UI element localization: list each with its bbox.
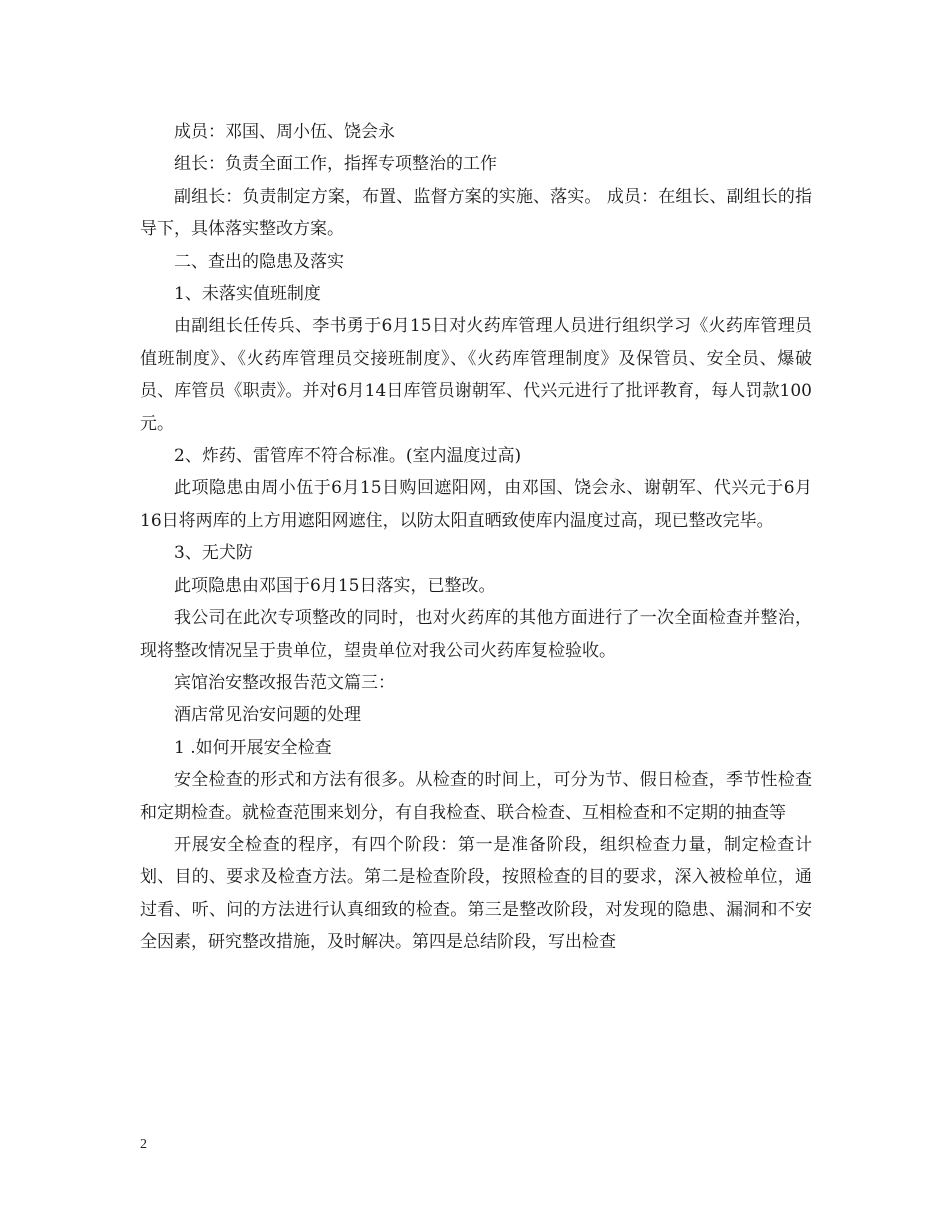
heading-hotel-issues: 酒店常见治安问题的处理 (174, 705, 361, 726)
paragraph-leader-duty: 组长：负责全面工作，指挥专项整治的工作 (174, 154, 497, 175)
page-number: 2 (140, 1137, 147, 1152)
heading-hazards: 二、查出的隐患及落实 (174, 251, 344, 272)
paragraph-deputy-duty: 副组长：负责制定方案，布置、监督方案的实施、落实。 成员：在组长、副组长的指导下，具体落实整改方案。 (140, 186, 812, 240)
document-body (140, 116, 812, 959)
paragraph-item-1: 由副组长任传兵、李书勇于6月15日对火药库管理人员进行组织学习《火药库管理员值班制度》、《火药库管理员交接班制度》、《火药库管理制度》及保管员、安全员、爆破员、库管员《职责》。并对6月14日库管员谢朝军、代兴元进行了批评教育，每人罚款100元。 (140, 316, 812, 434)
paragraph-item-2: 此项隐患由周小伍于6月15日购回遮阳网，由邓国、饶会永、谢朝军、代兴元于6月16日将两库的上方用遮阳网遮住，以防太阳直晒致使库内温度过高，现已整改完毕。 (140, 478, 812, 531)
paragraph-conclusion: 我公司在此次专项整改的同时，也对火药库的其他方面进行了一次全面检查并整治，现将整改情况呈于贵单位，望贵单位对我公司火药库复检验收。 (140, 608, 812, 661)
heading-item-2: 2、炸药、雷管库不符合标准。(室内温度过高) (174, 446, 522, 467)
paragraph-item-3: 此项隐患由邓国于6月15日落实，已整改。 (174, 575, 496, 596)
heading-sample-3: 宾馆治安整改报告范文篇三： (174, 672, 395, 693)
heading-item-3: 3、无犬防 (174, 543, 253, 564)
heading-item-1: 1、未落实值班制度 (174, 284, 321, 305)
paragraph-check-procedure: 开展安全检查的程序，有四个阶段：第一是准备阶段，组织检查力量，制定检查计划、目的、要求及检查方法。第二是检查阶段，按照检查的目的要求，深入被检单位，通过看、听、问的方法进行认真细致的检查。第三是整改阶段，对发现的隐患、漏洞和不安全因素，研究整改措施，及时解决。第四是总结阶段，写出检查 (140, 834, 812, 953)
heading-safety-check: 1 .如何开展安全检查 (174, 737, 332, 758)
paragraph-members: 成员：邓国、周小伍、饶会永 (174, 122, 395, 142)
paragraph-check-forms: 安全检查的形式和方法有很多。从检查的时间上，可分为节、假日检查，季节性检查和定期检查。就检查范围来划分，有自我检查、联合检查、互相检查和不定期的抽查等 (140, 770, 812, 823)
